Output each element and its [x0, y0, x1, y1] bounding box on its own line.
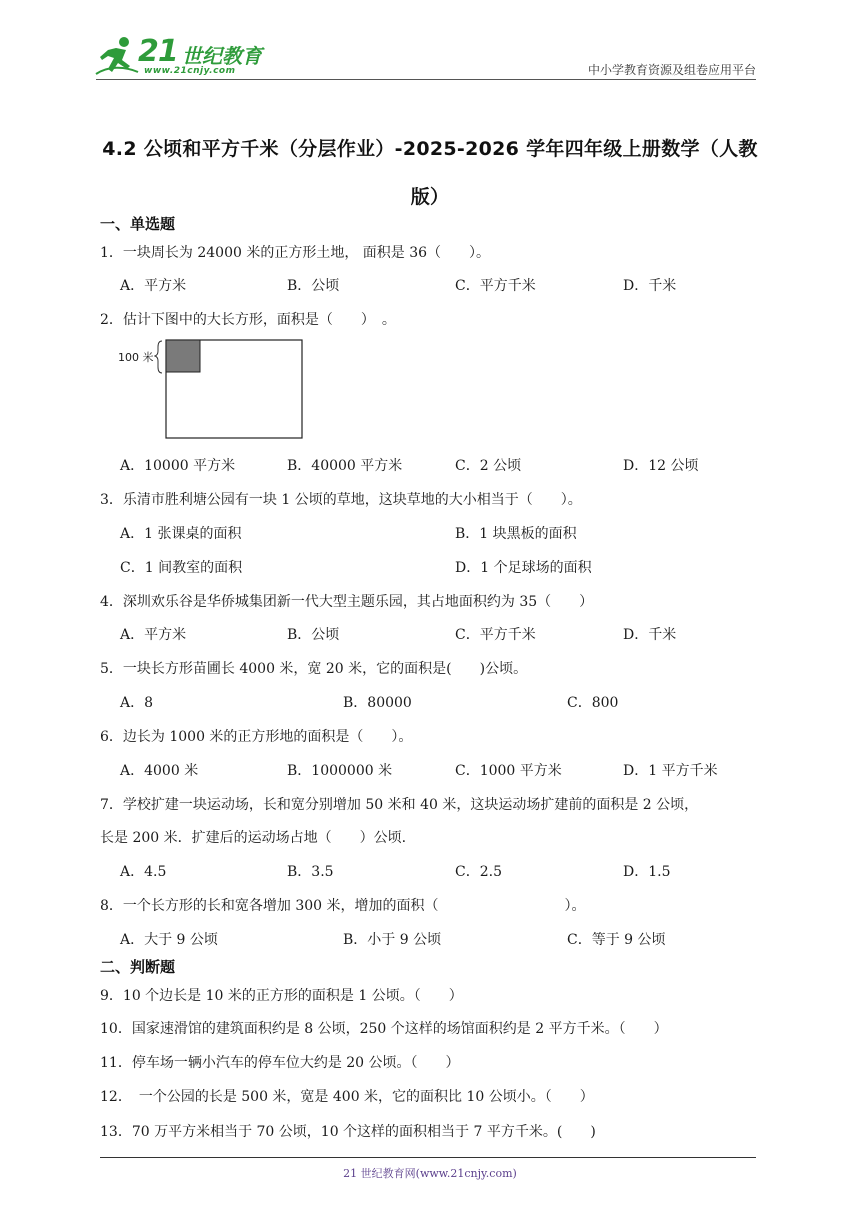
question-8-option-a: A．大于 9 公顷	[120, 932, 218, 948]
header-platform-text: 中小学教育资源及组卷应用平台	[587, 63, 756, 77]
runner-icon	[94, 36, 140, 76]
question-5-option-b: B．80000	[343, 695, 412, 711]
question-1-option-a: A．平方米	[120, 278, 187, 294]
question-4-option-a: A．平方米	[120, 627, 187, 643]
question-1-option-c: C．平方千米	[455, 278, 536, 294]
rectangle-diagram	[154, 337, 306, 441]
small-square	[166, 340, 200, 372]
brace-mark	[155, 341, 162, 373]
question-2-option-c: C．2 公顷	[455, 458, 522, 474]
question-1-option-b: B．公顷	[287, 278, 340, 294]
logo-digits: 21	[138, 34, 178, 69]
question-8-option-c: C．等于 9 公顷	[567, 932, 666, 948]
site-logo	[94, 34, 264, 78]
question-2-option-d: D．12 公顷	[623, 458, 699, 474]
section-heading-true-false: 二、判断题	[100, 958, 176, 976]
question-1-stem: 1．一块周长为 24000 米的正方形土地， 面积是 36（ ）。	[100, 245, 491, 261]
title-line-2: 版）	[410, 186, 450, 208]
question-2-option-a: A．10000 平方米	[120, 458, 236, 474]
question-7-option-d: D．1.5	[623, 864, 671, 880]
question-3-option-b: B．1 块黑板的面积	[455, 526, 577, 542]
question-7-stem-line-2: 长是 200 米．扩建后的运动场占地（ ）公顷.	[100, 830, 407, 846]
question-6-option-d: D．1 平方千米	[623, 763, 718, 779]
question-5-stem: 5．一块长方形苗圃长 4000 米，宽 20 米，它的面积是( )公顷。	[100, 661, 528, 677]
footer-text: 21 世纪教育网(www.21cnjy.com)	[343, 1167, 517, 1180]
question-4-option-b: B．公顷	[287, 627, 340, 643]
title-line-1: 4.2 公顷和平方千米（分层作业）-2025-2026 学年四年级上册数学（人教	[102, 138, 758, 160]
question-6-option-b: B．1000000 米	[287, 763, 393, 779]
question-4-option-c: C．平方千米	[455, 627, 536, 643]
question-9: 9．10 个边长是 10 米的正方形的面积是 1 公顷。（ ）	[100, 988, 463, 1004]
question-10: 10．国家速滑馆的建筑面积约是 8 公顷，250 个这样的场馆面积约是 2 平方千米。（ ）	[100, 1021, 668, 1037]
question-6-stem: 6．边长为 1000 米的正方形地的面积是（ ）。	[100, 729, 413, 745]
question-7-option-c: C．2.5	[455, 864, 502, 880]
question-2-figure	[118, 337, 308, 443]
question-2-stem: 2．估计下图中的大长方形，面积是（ ） 。	[100, 312, 396, 328]
logo-url: www.21cnjy.com	[144, 66, 236, 76]
question-13: 13．70 万平方米相当于 70 公顷，10 个这样的面积相当于 7 平方千米。( )	[100, 1124, 596, 1140]
header-divider	[96, 79, 756, 80]
question-3-option-d: D．1 个足球场的面积	[455, 560, 592, 576]
logo-text: 世纪教育	[182, 44, 262, 68]
question-4-option-d: D．千米	[623, 627, 677, 643]
question-12: 12． 一个公园的长是 500 米，宽是 400 米，它的面积比 10 公顷小。（ ）	[100, 1089, 594, 1105]
question-6-option-c: C．1000 平方米	[455, 763, 562, 779]
footer-divider	[100, 1157, 756, 1158]
question-3-option-c: C．1 间教室的面积	[120, 560, 243, 576]
question-2-option-b: B．40000 平方米	[287, 458, 403, 474]
question-6-option-a: A．4000 米	[120, 763, 199, 779]
question-1-option-d: D．千米	[623, 278, 677, 294]
question-5-option-a: A．8	[120, 695, 154, 711]
question-7-option-a: A．4.5	[120, 864, 167, 880]
question-5-option-c: C．800	[567, 695, 619, 711]
question-7-stem-line-1: 7．学校扩建一块运动场，长和宽分别增加 50 米和 40 米，这块运动场扩建前的面积是 2 公顷，	[100, 797, 699, 813]
section-heading-single-choice: 一、单选题	[100, 215, 176, 233]
question-7-option-b: B．3.5	[287, 864, 334, 880]
document-title	[100, 125, 760, 221]
question-4-stem: 4．深圳欢乐谷是华侨城集团新一代大型主题乐园，其占地面积约为 35（ ）	[100, 594, 594, 610]
question-8-stem: 8．一个长方形的长和宽各增加 300 米，增加的面积（ ）。	[100, 898, 586, 914]
figure-label-100m: 100 米	[118, 351, 154, 364]
question-3-option-a: A．1 张课桌的面积	[120, 526, 242, 542]
question-8-option-b: B．小于 9 公顷	[343, 932, 442, 948]
question-3-stem: 3．乐清市胜利塘公园有一块 1 公顷的草地，这块草地的大小相当于（ ）。	[100, 492, 582, 508]
question-11: 11．停车场一辆小汽车的停车位大约是 20 公顷。（ ）	[100, 1055, 460, 1071]
